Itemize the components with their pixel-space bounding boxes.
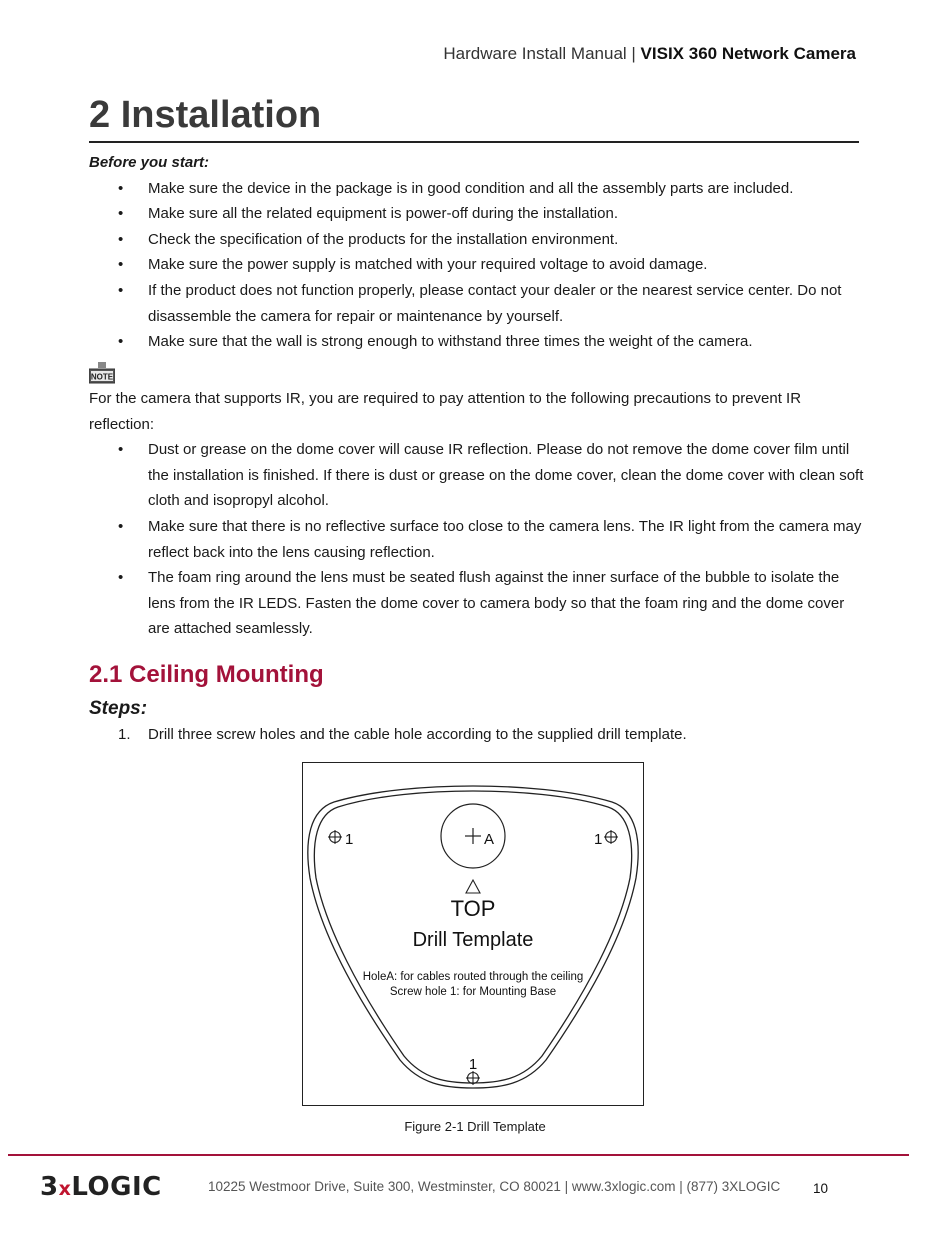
note-icon (89, 362, 115, 384)
bullet-icon: • (118, 256, 124, 274)
note-icon-label: NOTE (90, 372, 114, 382)
list-item-text: The foam ring around the lens must be seated flush against the inner surface of the bubble to isolate the lens from the IR LEDS. Fasten the dome cover to camera body so that the foam ring and the dome cover are attached seamlessly. (148, 569, 845, 638)
drill-template-figure (302, 762, 644, 1106)
note-intro: For the camera that supports IR, you are required to pay attention to the following precautions to prevent IR reflection: (89, 390, 802, 433)
logo-digit: 3 (40, 1172, 59, 1202)
step-number: 1. (118, 726, 131, 743)
note-block (89, 386, 864, 642)
before-you-start-label: Before you start: (89, 154, 210, 171)
list-item-text: Dust or grease on the dome cover will cause IR reflection. Please do not remove the dome cover film until the installation is finished. If there is dust or grease on the dome cover, clean the dome cover with clean soft cloth and isopropyl alcohol. (148, 441, 864, 510)
screw-hole-description: Screw hole 1: for Mounting Base (389, 986, 557, 998)
figure-caption: Figure 2-1 Drill Template (404, 1119, 546, 1134)
header-product-name: VISIX 360 Network Camera (640, 44, 856, 63)
hole-a-label: A (484, 831, 495, 848)
list-item-text: Make sure the device in the package is in good condition and all the assembly parts are included. (148, 179, 794, 197)
page-number: 10 (813, 1181, 829, 1196)
list-item (89, 329, 864, 355)
bullet-icon: • (118, 333, 124, 351)
drill-template-title: Drill Template (412, 929, 534, 951)
list-item-text: Check the specification of the products for the installation environment. (148, 230, 619, 248)
bullet-icon: • (118, 281, 124, 299)
footer-rule (8, 1154, 909, 1156)
screw-hole-label-left: 1 (345, 831, 354, 848)
bullet-icon: • (118, 517, 124, 535)
list-item-text: Make sure that the wall is strong enough to withstand three times the weight of the camera. (148, 333, 753, 351)
bullet-icon: • (118, 569, 124, 587)
bullet-icon: • (118, 230, 124, 248)
footer-address: 10225 Westmoor Drive, Suite 300, Westminster, CO 80021 | www.3xlogic.com | (877) 3XLOGIC (208, 1179, 781, 1194)
list-item (89, 227, 864, 253)
list-item (89, 252, 864, 278)
list-item-text: Make sure all the related equipment is power-off during the installation. (148, 205, 618, 223)
subsection-heading: 2.1 Ceiling Mounting (89, 661, 324, 688)
bullet-icon: • (118, 205, 124, 223)
heading-rule (89, 141, 859, 143)
steps-label: Steps: (89, 698, 148, 719)
before-you-start-block (89, 150, 864, 355)
note-list (89, 437, 864, 642)
screw-hole-label-bottom: 1 (468, 1056, 478, 1073)
list-item (89, 201, 864, 227)
list-item (89, 437, 864, 514)
steps-list (89, 722, 687, 748)
logo-word: LOGIC (71, 1172, 162, 1202)
list-item-text: Make sure the power supply is matched with your required voltage to avoid damage. (148, 256, 708, 274)
screw-hole-label-right: 1 (594, 831, 603, 848)
hole-a-description: HoleA: for cables routed through the ceiling (362, 971, 584, 983)
list-item (89, 278, 864, 329)
step-text: Drill three screw holes and the cable hole according to the supplied drill template. (148, 726, 687, 743)
running-header (443, 44, 856, 64)
before-you-start-list (89, 176, 864, 355)
list-item (89, 514, 864, 565)
list-item (89, 565, 864, 642)
section-heading: 2 Installation (89, 94, 322, 136)
header-manual-title: Hardware Install Manual | (443, 44, 641, 63)
list-item-text: If the product does not function properly, please contact your dealer or the nearest service center. Do not disassemble the camera for repair or maintenance by yourself. (148, 281, 842, 325)
top-label: TOP (450, 896, 496, 921)
list-item-text: Make sure that there is no reflective surface too close to the camera lens. The IR light from the camera may reflect back into the lens causing reflection. (148, 517, 862, 561)
bullet-icon: • (118, 441, 124, 459)
bullet-icon: • (118, 179, 124, 197)
step-item (89, 722, 687, 748)
company-logo (40, 1172, 162, 1202)
list-item (89, 176, 864, 202)
logo-x: x (58, 1178, 72, 1200)
